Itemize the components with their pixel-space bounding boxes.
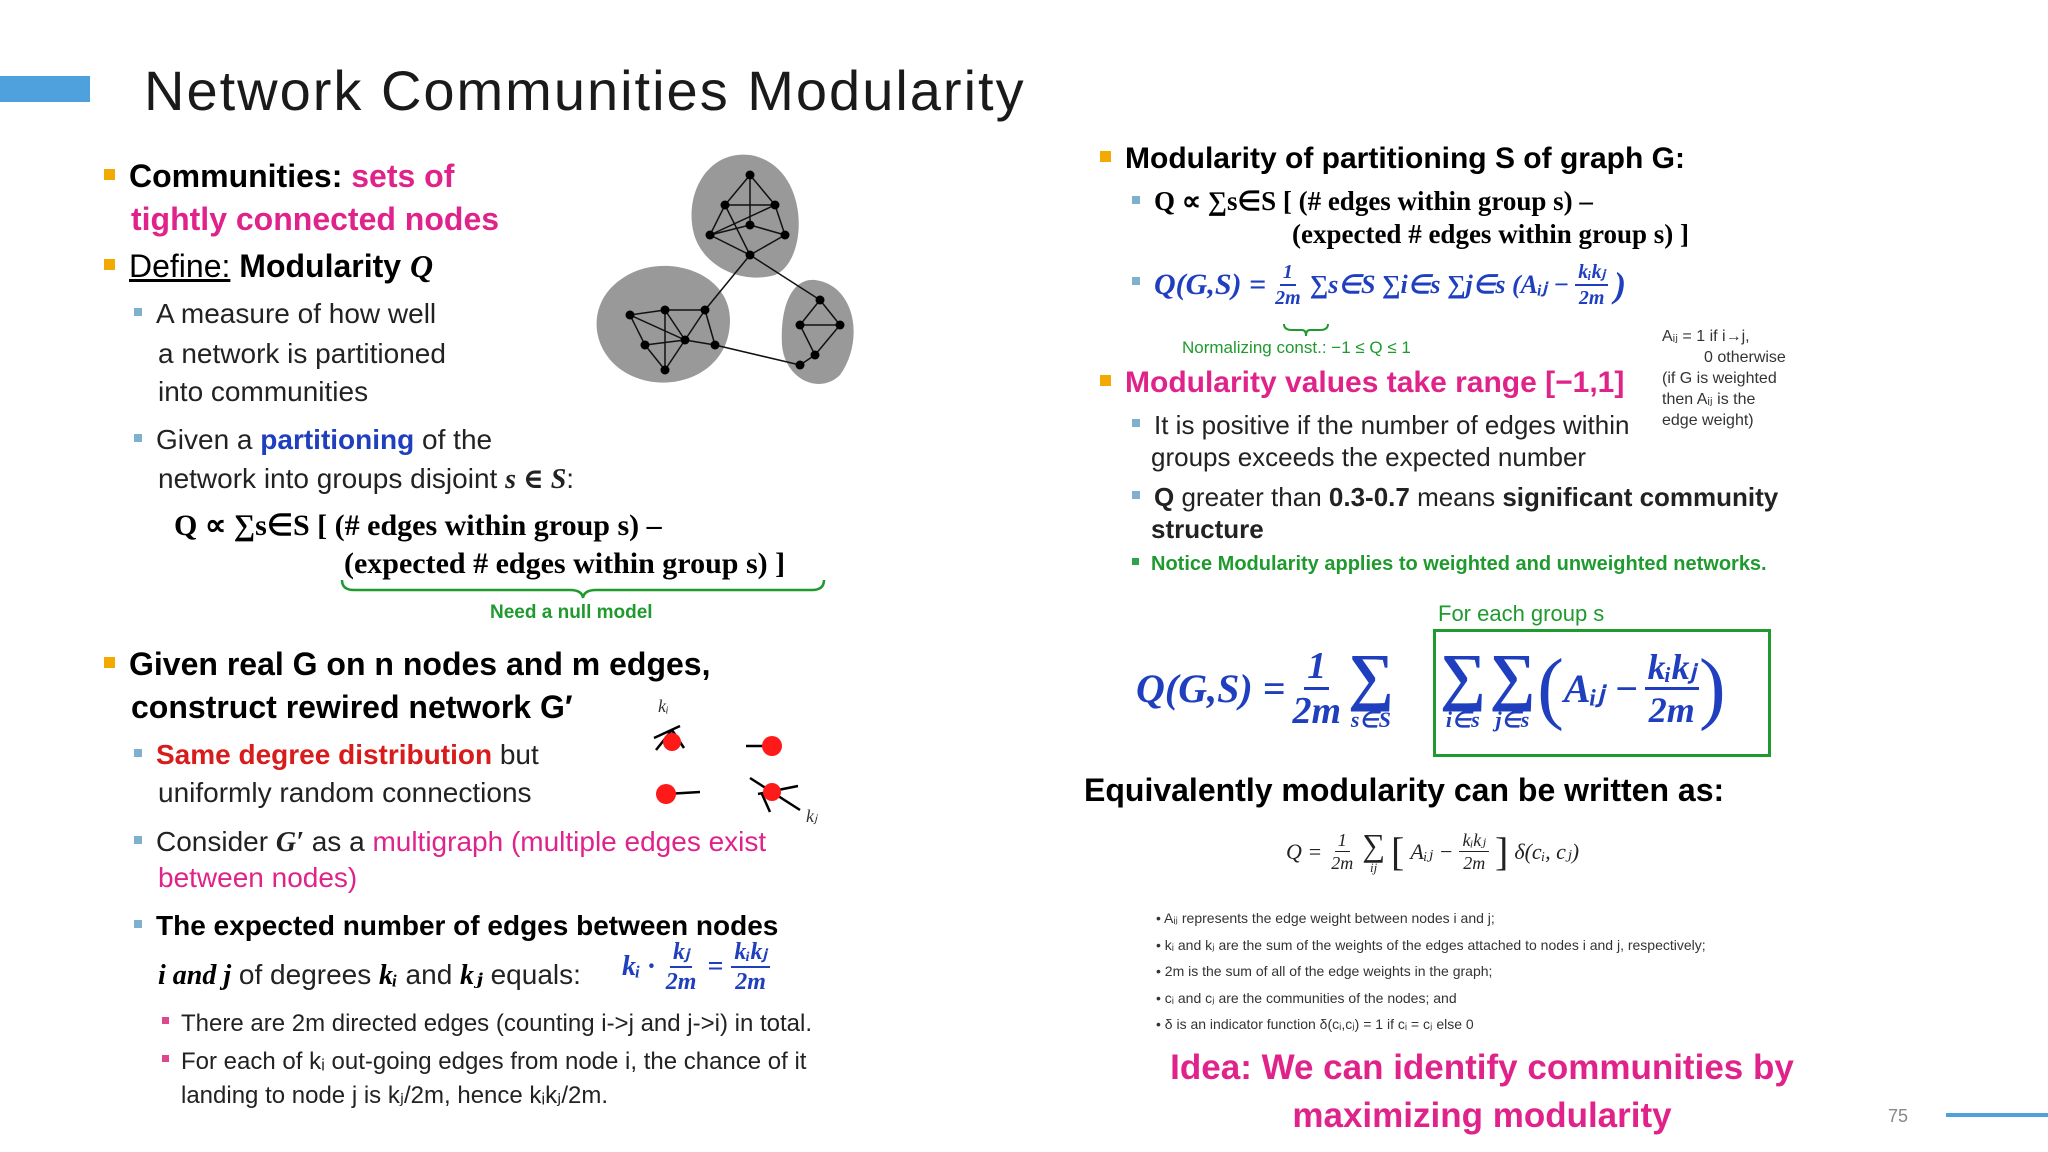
communities-desc-2: tightly connected nodes — [131, 201, 500, 237]
degree-stubs-illustration — [640, 690, 840, 830]
define-rest: Modularity — [239, 248, 402, 284]
definition-item: • Aᵢⱼ represents the edge weight between nodes i and j; — [1156, 910, 1495, 926]
definition-item: • δ is an indicator function δ(cᵢ,cⱼ) = 1 if cᵢ = cⱼ else 0 — [1156, 1016, 1474, 1032]
q-prop-line-2: (expected # edges within group s) ] — [1292, 219, 1689, 249]
community-graph-illustration — [590, 150, 860, 410]
bullet-icon — [1100, 151, 1111, 162]
there-are-line: There are 2m directed edges (counting i->j and j->i) in total. — [162, 1010, 812, 1038]
normalizing-brace — [1282, 322, 1330, 338]
measure-line-2: a network is partitioned — [158, 338, 446, 369]
bullet-icon — [104, 169, 115, 180]
big-modularity-formula: Q(G,S) = $\frac{1}{2m}$ ∑ s∈S — [1136, 641, 1394, 732]
definition-item: • 2m is the sum of all of the edge weights in the graph; — [1156, 963, 1493, 979]
modularity-partition-bullet: Modularity of partitioning S of graph G: — [1100, 142, 1685, 176]
real-g-line-1: Given real G on n nodes and m edges, — [104, 646, 710, 683]
idea-line-1: Idea: We can identify communities by — [1170, 1048, 1794, 1087]
given-line-1: Given a partitioning of the — [134, 424, 492, 456]
communities-label: Communities: — [129, 158, 343, 194]
green-bullet-icon — [1132, 558, 1139, 565]
accent-bar — [0, 76, 90, 102]
measure-line-1: A measure of how well — [134, 298, 436, 330]
expected-formula: kᵢ · $\frac{\text{kⱼ}}{2m}$ = $\frac{\text{kᵢkⱼ}}{2m}$ — [622, 940, 770, 994]
consider-line-2: between nodes) — [158, 862, 358, 893]
definitions-list — [1156, 905, 1706, 1038]
sub-bullet-icon — [134, 749, 142, 757]
sub-sub-bullet-icon — [162, 1055, 169, 1062]
q-formula-line-2: (expected # edges within group s) ] — [344, 547, 786, 580]
consider-line-1: Consider G′ as a multigraph (multiple edges exist — [134, 826, 766, 859]
q-greater-line-1: Q greater than 0.3-0.7 means significant community — [1132, 482, 1778, 513]
range-bullet: Modularity values take range [−1,1] — [1100, 366, 1624, 400]
q-greater-line-2: structure — [1151, 514, 1264, 544]
notice-line: Notice Modularity applies to weighted and unweighted networks. — [1132, 553, 1767, 576]
q-prop-line-1: Q ∝ ∑s∈S [ (# edges within group s) – — [1132, 186, 1593, 217]
for-each-line-1: For each of kᵢ out-going edges from node i, the chance of it — [162, 1048, 806, 1076]
sub-bullet-icon — [1132, 419, 1140, 427]
bullet-icon — [104, 657, 115, 668]
idea-statement — [1112, 1044, 1852, 1140]
define-bullet — [104, 248, 433, 285]
equivalently-heading: Equivalently modularity can be written as: — [1084, 772, 1725, 808]
sub-bullet-icon — [1132, 277, 1140, 285]
kj-label: kⱼ — [806, 806, 818, 826]
sub-sub-bullet-icon — [162, 1017, 169, 1024]
inner-sum-formula: ∑ i∈s ∑ j∈s ( Aᵢⱼ − $\frac{\text{kᵢkⱼ}}{2m}$ ) — [1440, 641, 1726, 732]
expected-line-2: i and j of degrees kᵢ and kⱼ equals: — [158, 959, 581, 991]
ki-label: kᵢ — [658, 696, 669, 716]
bullet-icon — [1100, 375, 1111, 386]
sub-bullet-icon — [134, 434, 142, 442]
expected-line-1: The expected number of edges between nodes — [134, 910, 778, 942]
slide-title: Network Communities Modularity — [144, 59, 1026, 122]
define-label: Define: — [129, 248, 231, 284]
underbrace-left — [340, 578, 826, 600]
given-line-2: network into groups disjoint s ∈ S: — [158, 463, 575, 495]
sub-bullet-icon — [1132, 196, 1140, 204]
idea-line-2: maximizing modularity — [1292, 1096, 1672, 1135]
same-degree-line: Same degree distribution but — [134, 739, 539, 771]
sub-bullet-icon — [134, 836, 142, 844]
positive-line-2: groups exceeds the expected number — [1151, 442, 1587, 472]
footer-accent-bar — [1946, 1113, 2048, 1117]
bullet-icon — [104, 259, 115, 270]
normalizing-note: Normalizing const.: −1 ≤ Q ≤ 1 — [1182, 338, 1411, 357]
q-definition-formula: Q(G,S) = $\frac{1}{2m}$ ∑s∈S ∑i∈s ∑j∈s (Aᵢⱼ − $\frac{\text{kᵢkⱼ}}{2m}$ ) — [1132, 262, 1626, 308]
communities-desc-1: sets of — [351, 158, 455, 194]
define-q: Q — [409, 248, 434, 284]
definition-item: • kᵢ and kⱼ are the sum of the weights of the edges attached to nodes i and j, respectively; — [1156, 936, 1706, 953]
for-each-line-2: landing to node j is kⱼ/2m, hence kᵢkⱼ/2m. — [181, 1082, 609, 1109]
sub-bullet-icon — [134, 308, 142, 316]
uniform-line: uniformly random connections — [158, 777, 532, 808]
q-formula-line-1: Q ∝ ∑s∈S [ (# edges within group s) – — [174, 509, 662, 542]
partitioning-term: partitioning — [260, 424, 415, 455]
positive-line-1: It is positive if the number of edges within — [1132, 410, 1629, 441]
communities-bullet — [104, 158, 454, 195]
sub-bullet-icon — [134, 920, 142, 928]
slide-number: 75 — [1888, 1106, 1909, 1126]
null-model-note: Need a null model — [490, 602, 653, 623]
aij-note: Aᵢⱼ = 1 if i→j, 0 otherwise (if G is weighted then Aᵢⱼ is the edge weight) — [1662, 328, 1786, 429]
for-each-group-label: For each group s — [1438, 601, 1605, 626]
definition-item: • cᵢ and cⱼ are the communities of the nodes; and — [1156, 989, 1457, 1006]
equivalent-formula: Q = $\frac{1}{2m}$ ∑ ij [ Aᵢⱼ − $\frac{\text{kᵢkⱼ}}{2m}$ ] δ(cᵢ, cⱼ) — [1286, 827, 1580, 875]
sub-bullet-icon — [1132, 491, 1140, 499]
real-g-line-2: construct rewired network G′ — [131, 689, 573, 725]
measure-line-3: into communities — [158, 376, 369, 407]
